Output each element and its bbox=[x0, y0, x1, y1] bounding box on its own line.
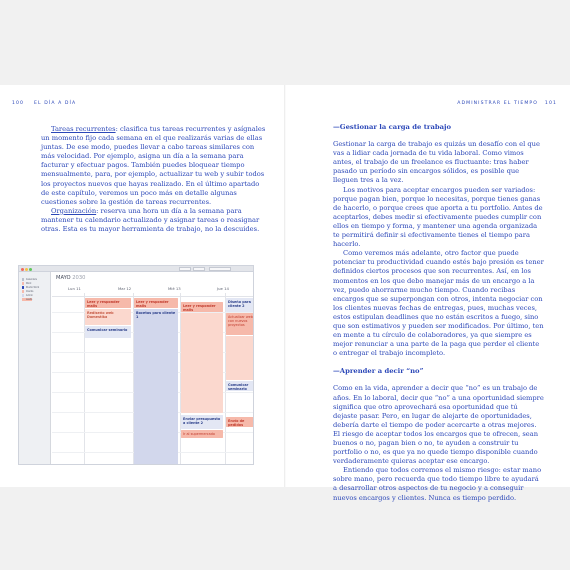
event-title: Actualizar web con nuevos proyectos bbox=[228, 314, 253, 327]
paragraph: Entiendo que todos corremos el mismo riesgo: estar mano sobre mano, pero recuerda que todo tiempo libre te ayudará a desarrollar otros aspectos de tu negocio y a conseguir nuevos encargos y clientes. Nunca es tiempo perdido. bbox=[333, 466, 542, 502]
event-title: Bocetos para cliente 1 bbox=[136, 310, 176, 319]
paragraph: Como en la vida, aprender a decir que “no” es un trabajo de años. En lo laboral, decir que “no” a una oportunidad siempre significa que otro aprovechará esa oportunidad que tú dejaste pasar. Pero, en lugar de alejarte de oportunidades, debería darte el tiempo de poder acercarte a otras mejores. El riesgo de aceptar todos los encargos que te ofrecen, sean buenos o no, pagan bien o no, te ayuden a construir tu portfolio o no, es que ya no quede tiempo disponible cuando verdaderamente quieras aceptar ese encargo. bbox=[333, 384, 544, 466]
calendar-event bbox=[226, 336, 254, 380]
paragraph-text: : reserva una hora un día a la semana para mantener tu calendario actualizado y asignar tareas o reasignar otras. Esta es tu mayor herramienta de trabajo, no la descuides. bbox=[41, 206, 260, 234]
running-head-left: EL DÍA A DÍA bbox=[34, 101, 77, 106]
close-dot-icon bbox=[21, 268, 24, 271]
toolbar-button bbox=[193, 267, 205, 271]
calendar-event bbox=[226, 417, 254, 427]
event-title: Envío de pedidos bbox=[228, 418, 245, 427]
calendar-event bbox=[85, 298, 131, 308]
heading-say-no: —Aprender a decir “no” bbox=[333, 367, 424, 376]
year-label: 2030 bbox=[72, 275, 86, 281]
day-header-mon: Lun 11 bbox=[68, 286, 81, 291]
book-spread bbox=[0, 85, 570, 502]
calendar-color-swatch bbox=[22, 286, 24, 288]
event-title: Ir al supermercado bbox=[183, 431, 215, 436]
month-label: MAYO bbox=[56, 275, 71, 281]
term-recurring-tasks: Tareas recurrentes bbox=[51, 125, 116, 133]
paragraph: Como veremos más adelante, otro factor que puede potenciar tu productividad cuando estés bajo presión es tener definidos ciertos procesos que son recurrentes. Así, en los momentos en los que debo manejar más de un encargo a la vez, puedo ahorrarme mucho tiempo. Cuando recibas encargos que se superpongan con otros, intenta negociar con los clientes nuevas fechas de entregas, pues, muchas veces, estos estipulan deadlines que no están escritos a fuego, sino que son estimativos y pueden ser modificados. Por último, ten en mente a tu círculo de colaboradores, ya que siempre es mejor renunciar a una parte de la paga que perder el cliente o entregar el trabajo incompleto. bbox=[333, 249, 544, 358]
day-header-thu: Jue 14 bbox=[217, 286, 229, 291]
running-head-right: ADMINISTRAR EL TIEMPO bbox=[457, 101, 538, 106]
calendar-screenshot bbox=[18, 265, 254, 465]
minimize-dot-icon bbox=[25, 268, 28, 271]
calendar-event bbox=[181, 415, 223, 429]
event-title: Diseño para cliente 2 bbox=[228, 299, 251, 308]
sidebar-item bbox=[22, 290, 33, 293]
calendar-event bbox=[226, 298, 254, 312]
calendar-event bbox=[181, 313, 223, 413]
page-number-right: 101 bbox=[544, 101, 557, 106]
calendar-event bbox=[181, 302, 223, 312]
calendar-month-title bbox=[56, 275, 85, 281]
paragraph-organization bbox=[41, 207, 268, 234]
event-title: Leer y responder mails bbox=[183, 303, 216, 312]
event-title: Comunicar seminario bbox=[228, 382, 249, 391]
calendar-sidebar bbox=[19, 272, 51, 465]
sidebar-item-label: Clients bbox=[25, 290, 34, 293]
sidebar-item-label: Work bbox=[25, 282, 32, 285]
event-title: Comunicar seminario bbox=[87, 327, 128, 332]
term-organization: Organización bbox=[51, 206, 97, 215]
sidebar-item bbox=[22, 286, 39, 289]
sidebar-item-label: Studio Work bbox=[25, 286, 40, 289]
sidebar-item-label: Leads bbox=[25, 298, 33, 301]
sidebar-item-label: Calendars bbox=[25, 278, 37, 281]
calendar-event bbox=[134, 298, 178, 308]
sidebar-item bbox=[22, 278, 37, 281]
calendar-event bbox=[226, 381, 254, 391]
day-header-tue: Mar 12 bbox=[118, 286, 132, 291]
paragraph: Los motivos para aceptar encargos pueden ser variados: porque pagan bien, porque lo necesitas, porque tienes ganas de hacerlo, o porque crees que aporta a tu portfolio. Antes de aceptarlos, debes medir si efectivamente puedes cumplir con ellos en tiempo y forma, y mantener una agenda organizada te permitirá definir si efectivamente tienes el tiempo para hacerlo. bbox=[333, 185, 543, 249]
toolbar-button bbox=[179, 267, 191, 271]
page-number-left: 100 bbox=[12, 101, 25, 106]
calendar-color-swatch bbox=[22, 294, 24, 296]
sidebar-item-label: Admin bbox=[25, 294, 33, 297]
right-page-body bbox=[333, 123, 544, 503]
calendar-event bbox=[85, 326, 131, 338]
search-field bbox=[209, 267, 231, 271]
paragraph: Gestionar la carga de trabajo es quizás un desafío con el que vas a lidiar cada jornada de tu vida laboral. Como vimos antes, el trabajo de un freelance es fluctuante: tras haber pasado un período sin encargos sólidos, es posible que lleguen tres a la vez. bbox=[333, 140, 540, 185]
calendar-event bbox=[134, 309, 178, 465]
left-page-body bbox=[41, 125, 268, 234]
sidebar-item bbox=[22, 298, 32, 301]
calendar-event bbox=[226, 313, 254, 335]
event-title: Enviar presupuesto a cliente 2 bbox=[183, 416, 221, 425]
calendar-color-swatch bbox=[22, 282, 24, 284]
calendar-event bbox=[85, 309, 131, 325]
gutter-shadow bbox=[284, 85, 286, 487]
heading-workload: —Gestionar la carga de trabajo bbox=[333, 123, 452, 131]
calendar-color-swatch bbox=[22, 278, 24, 280]
event-title: Leer y responder mails bbox=[136, 299, 169, 308]
paragraph-recurring-tasks bbox=[41, 125, 268, 207]
event-title: Leer y responder mails bbox=[87, 299, 120, 308]
calendar-event bbox=[181, 430, 223, 438]
day-header-wed: Mié 13 bbox=[168, 286, 181, 291]
paragraph-text: : clasifica tus tareas recurrentes y asígnales un momento fijo cada semana en el que realizarás varias de ellas juntas. De ese modo, puedes llevar a cabo tareas similares con más velocidad. Por ejemplo, asigna un día a la semana para facturar y efectuar pagos. También puedes bloquear tiempo mensualmente, para, por ejemplo, actualizar tu web y subir todos los proyectos nuevos que hayas realizado. En el último apartado de este capítulo, veremos un poco más en detalle algunas cuestiones sobre la gestión de tareas recurrentes. bbox=[41, 125, 266, 206]
zoom-dot-icon bbox=[29, 268, 32, 271]
calendar-color-swatch bbox=[22, 298, 24, 300]
calendar-color-swatch bbox=[22, 290, 24, 292]
all-day-row bbox=[52, 293, 254, 297]
calendar-week-view bbox=[52, 272, 254, 465]
sidebar-item bbox=[22, 282, 31, 285]
event-title: Rediseño web Domestika bbox=[87, 310, 114, 319]
sidebar-item bbox=[22, 294, 33, 297]
